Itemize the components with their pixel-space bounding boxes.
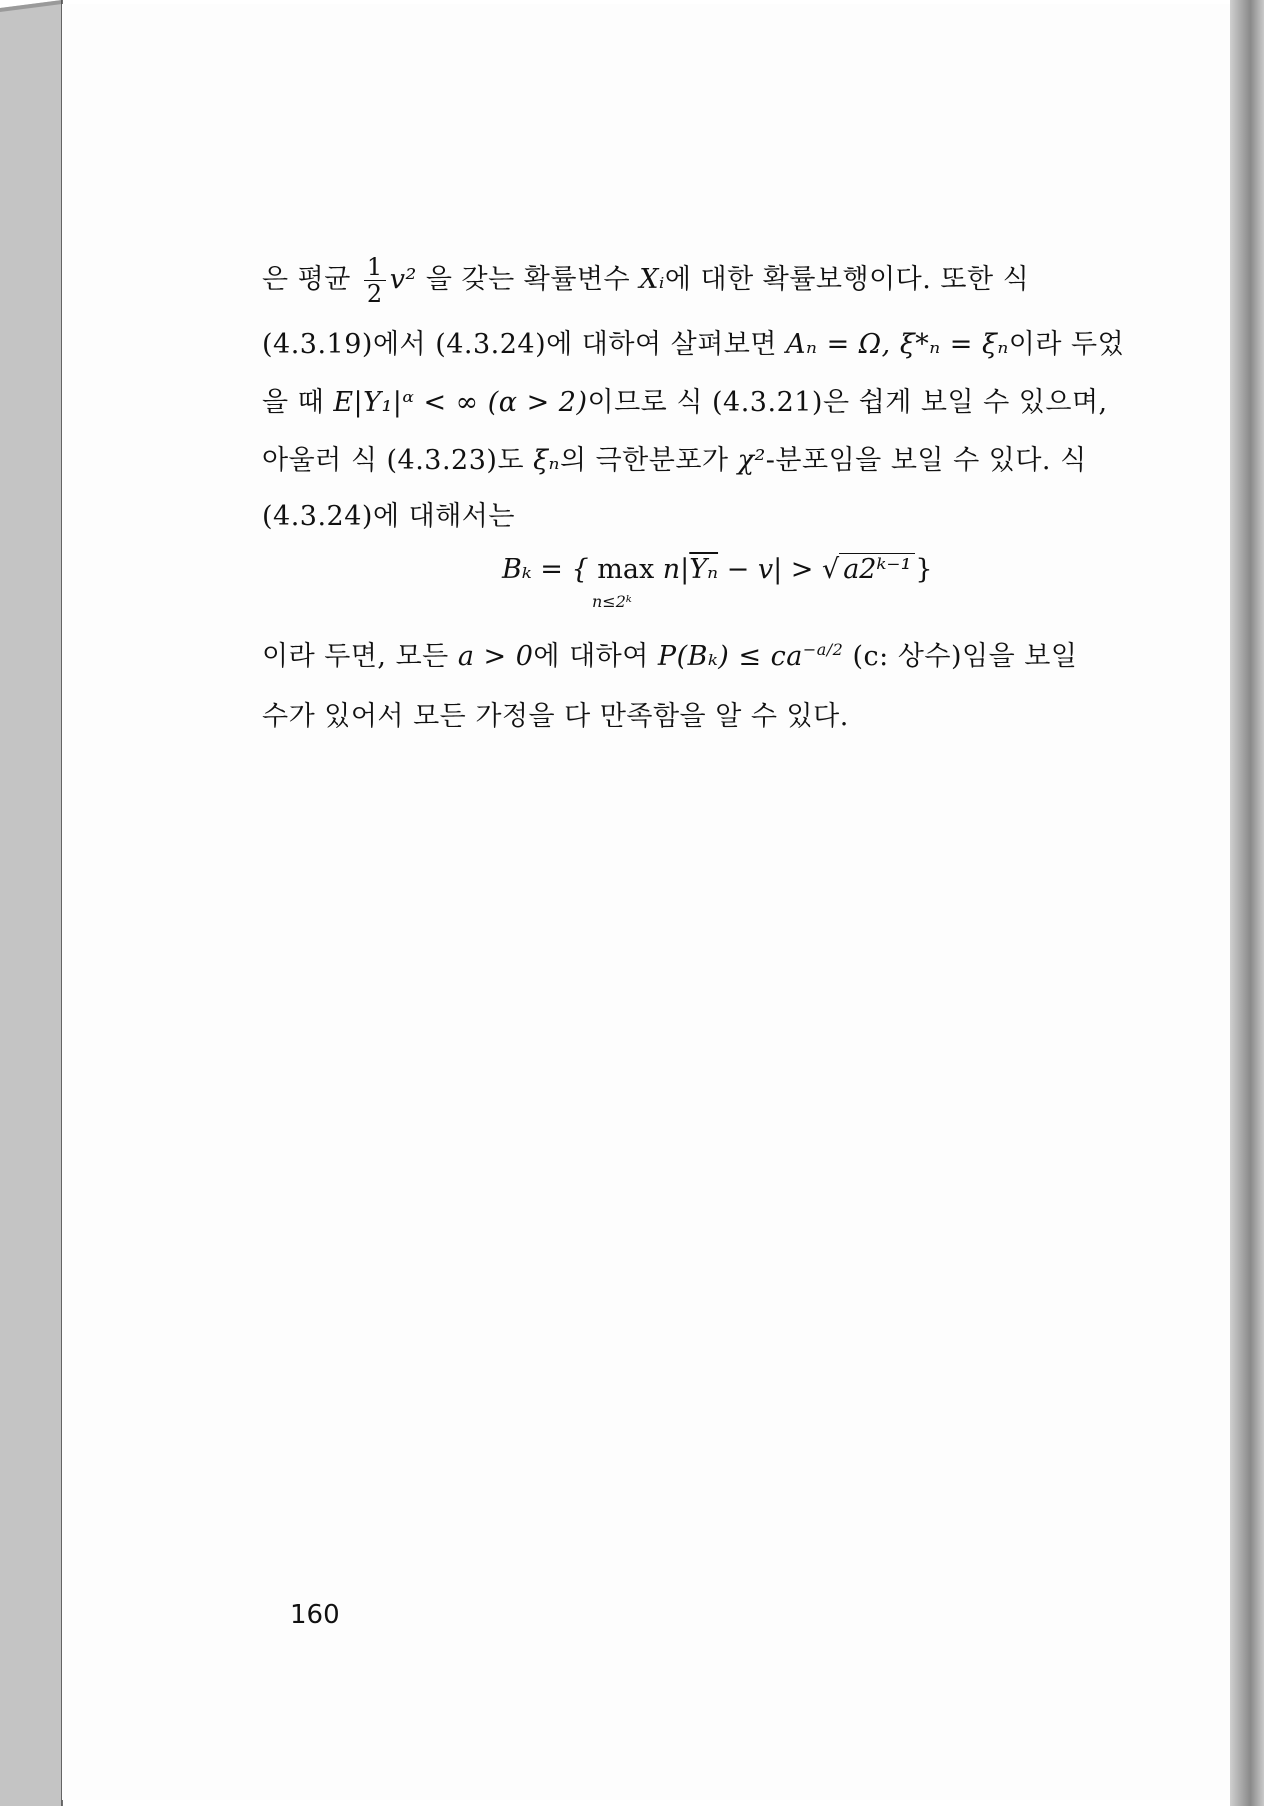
- text-line-6: 이라 두면, 모든 a > 0에 대하여 $P(B_k) \le ca^{-a/2}$ (c: 상수)임을 보일: [262, 640, 1078, 672]
- page-edge-shadow: [1230, 0, 1264, 1806]
- display-formula: Bₖ = { $\max n|\overline{Y_n} - v|$ > √ a2ᵏ⁻¹ }: [502, 554, 933, 585]
- text-line-2: (4.3.19)에서 (4.3.24)에 대하여 살펴보면 Aₙ = Ω, ξ*ₙ = ξₙ이라 두었: [262, 329, 1125, 360]
- page: [62, 4, 1230, 1800]
- text-line-4: 아울러 식 (4.3.23)도 ξₙ의 극한분포가 χ²-분포임을 보일 수 있다. 식: [262, 445, 1087, 476]
- fraction: $\frac{1}{2}$: [364, 254, 386, 307]
- text-line-1: 은 평균 $\frac{1}{2}$ v² 을 갖는 확률변수 Xᵢ에 대한 확률보행이다. 또한 식: [262, 253, 1030, 308]
- page-number: 160: [290, 1600, 340, 1630]
- text-line-3: 을 때 E|Y₁|ᵅ < ∞ (α > 2)이므로 식 (4.3.21)은 쉽게 보일 수 있으며,: [262, 387, 1108, 418]
- formula-subscript: n≤2ᵏ: [592, 592, 632, 611]
- text-line-5: (4.3.24)에 대해서는: [262, 501, 515, 532]
- text-line-7: 수가 있어서 모든 가정을 다 만족함을 알 수 있다.: [262, 701, 849, 732]
